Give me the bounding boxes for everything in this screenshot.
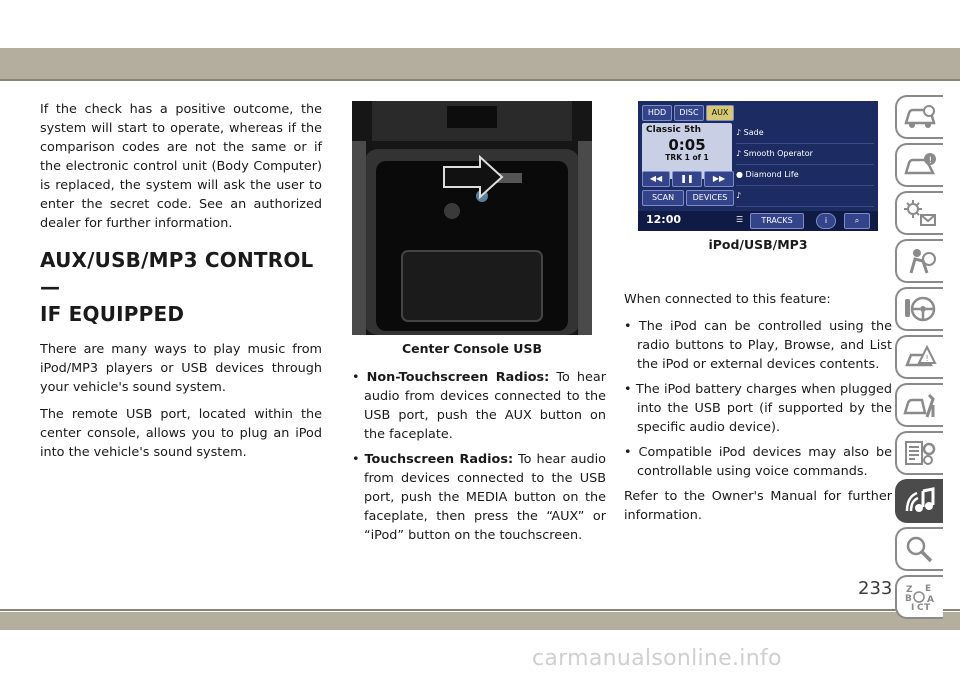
list-item-song: Smooth Operator: [743, 149, 813, 158]
bullet-label-non-touchscreen: Non-Touchscreen Radios:: [366, 370, 550, 385]
list-item: ● Diamond Life: [736, 165, 874, 186]
car-info-icon[interactable]: [895, 143, 943, 187]
list-item: ♪: [736, 186, 874, 207]
middle-column: [352, 368, 606, 551]
watermark: carmanualsonline.info: [532, 646, 782, 671]
scan-button: SCAN: [642, 190, 684, 206]
bullet-voice: • Compatible iPod devices may also be controllable using voice commands.: [624, 445, 892, 479]
svg-text:E: E: [925, 584, 932, 594]
fast-forward-icon: ▶▶: [704, 171, 734, 187]
bullet-text-touchscreen: To hear audio from devices connected to the USB port, push the MEDIA button on the faceplate, then press the “AUX” or “iPod” button on the touchscreen.: [364, 452, 606, 543]
track-list: [736, 123, 874, 207]
footer-band: [0, 612, 960, 630]
alphabetical-index-icon[interactable]: [895, 575, 943, 619]
tracks-button: TRACKS: [750, 213, 804, 229]
paragraph-remote-usb: The remote USB port, located within the center console, allows you to plug an iPod into the vehicle's sound system.: [40, 407, 322, 460]
paragraph-security-check: If the check has a positive outcome, the system will start to operate, whereas if the comparison codes are not the same or if the electronic control unit (Body Computer) is replaced, the system will ask the user to enter the secret code. See an authorized dealer for further information.: [40, 102, 322, 231]
figure-caption-ipod: iPod/USB/MP3: [708, 237, 808, 252]
list-item-album: Diamond Life: [745, 170, 799, 179]
svg-text:!: !: [928, 156, 933, 166]
header-band: [0, 48, 960, 79]
car-dashboard-icon[interactable]: [895, 95, 943, 139]
search-index-icon[interactable]: [895, 527, 943, 571]
center-console-illustration: [352, 101, 592, 335]
multimedia-icon[interactable]: [895, 479, 943, 523]
play-time: 0:05: [668, 136, 706, 154]
radio-clock: 12:00: [646, 213, 682, 226]
list-icon: ☰: [736, 215, 744, 224]
right-column: [624, 290, 892, 533]
section-heading: [40, 247, 322, 328]
paragraph-ways-to-play: There are many ways to play music from iPod/MP3 players or USB devices through your vehicle's sound system.: [40, 342, 322, 395]
bullet-touchscreen: • Touchscreen Radios: To hear audio from devices connected to the USB port, push the MEDIA button on the faceplate, then press the “AUX” or “iPod” button on the touchscreen.: [352, 452, 606, 543]
svg-text:T: T: [924, 603, 931, 611]
center-console-photo: [352, 101, 592, 335]
heading-line-2: IF EQUIPPED: [40, 302, 185, 326]
car-service-icon[interactable]: [895, 383, 943, 427]
svg-text:A: A: [927, 595, 934, 605]
page-number: 233: [858, 578, 893, 599]
bullet-text: The iPod battery charges when plugged into the USB port (if supported by the specific audio device).: [635, 382, 892, 435]
svg-text:B: B: [905, 594, 912, 604]
maintenance-schedule-icon[interactable]: [895, 431, 943, 475]
list-item-artist: Sade: [743, 128, 764, 137]
bullet-non-touchscreen: • Non-Touchscreen Radios: To hear audio from devices connected to the USB port, push the AUX button on the faceplate.: [352, 370, 606, 442]
search-icon: ⌕: [844, 213, 870, 229]
left-column: [40, 100, 322, 470]
album-title: Classic 5th: [646, 125, 702, 135]
airbag-safety-icon[interactable]: [895, 239, 943, 283]
warning-lights-icon[interactable]: [895, 191, 943, 235]
emergency-triangle-icon[interactable]: [895, 335, 943, 379]
footer-divider: [0, 609, 960, 611]
radio-screen-image: [638, 101, 878, 231]
bullet-ipod-charge: • The iPod battery charges when plugged into the USB port (if supported by the specific audio device).: [624, 382, 892, 435]
bullet-ipod-control: • The iPod can be controlled using the radio buttons to Play, Browse, and List the iPod or external devices contents.: [624, 319, 893, 372]
figure-caption-console: Center Console USB: [401, 341, 542, 356]
tab-aux: AUX: [706, 105, 734, 121]
tab-disc: DISC: [674, 105, 704, 121]
list-item: ♪ Sade: [736, 123, 874, 144]
bullet-text: Compatible iPod devices may also be controllable using voice commands.: [637, 445, 892, 479]
bullet-label-touchscreen: Touchscreen Radios:: [364, 452, 514, 467]
rewind-icon: ◀◀: [642, 171, 670, 187]
track-count: TRK 1 of 1: [665, 153, 709, 162]
bullet-text: The iPod can be controlled using the radio buttons to Play, Browse, and List the iPod or external devices contents.: [637, 319, 893, 372]
svg-text:Z: Z: [906, 585, 913, 595]
svg-text:C: C: [917, 603, 924, 611]
devices-button: DEVICES: [686, 190, 734, 206]
tab-hdd: HDD: [642, 105, 672, 121]
chapter-tab-sidebar: [895, 95, 948, 623]
starting-driving-icon[interactable]: [895, 287, 943, 331]
header-divider: [0, 79, 960, 81]
heading-line-1: AUX/USB/MP3 CONTROL —: [40, 248, 314, 299]
svg-text:!: !: [925, 354, 929, 363]
intro-text: When connected to this feature:: [624, 292, 831, 307]
pause-icon: ❚❚: [672, 171, 702, 187]
list-item: ♪ Smooth Operator: [736, 144, 874, 165]
outro-text: Refer to the Owner's Manual for further information.: [624, 489, 892, 523]
info-icon: i: [816, 213, 836, 229]
bullet-text-non-touchscreen: To hear audio from devices connected to the USB port, push the AUX button on the faceplate.: [364, 370, 606, 442]
svg-text:I: I: [911, 603, 915, 611]
